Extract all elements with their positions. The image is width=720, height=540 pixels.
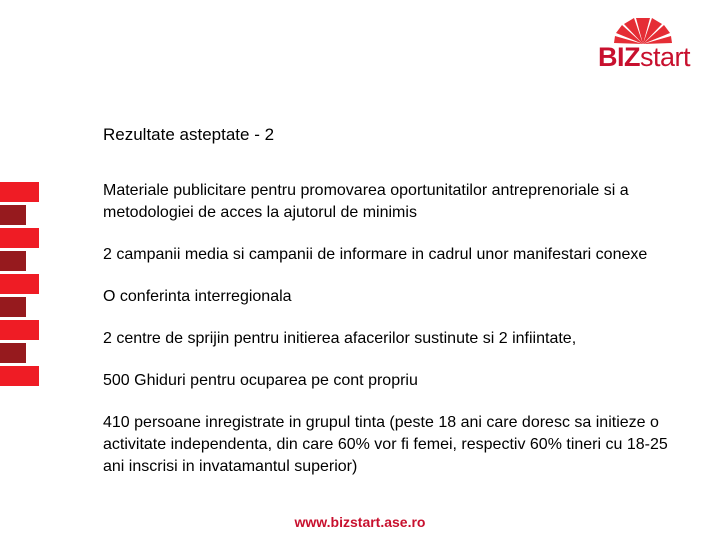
side-bar (0, 274, 39, 294)
list-item: 2 campanii media si campanii de informare in cadrul unor manifestari conexe (103, 246, 648, 263)
side-bar (0, 251, 26, 271)
list-item: Materiale publicitare pentru promovarea oportunitatilor antreprenoriale si a metodologiei de acces la ajutorul de minimis (103, 182, 629, 221)
slide-title: Rezultate asteptate - 2 (103, 125, 275, 144)
side-bar (0, 182, 39, 202)
logo-biz: BIZ (598, 42, 640, 72)
side-bar (0, 366, 39, 386)
list-item: O conferinta interregionala (103, 288, 292, 305)
logo-start: start (640, 42, 691, 72)
side-bar (0, 320, 39, 340)
logo-wordmark (598, 42, 690, 72)
side-bar (0, 228, 39, 248)
list-item: 410 persoane inregistrate in grupul tinta (peste 18 ani care doresc sa initieze o activitate independenta, din care 60% vor fi femei, respectiv 60% tineri cu 18-25 ani inscrisi in invatamantul superior) (103, 414, 668, 475)
footer-url[interactable]: www.bizstart.ase.ro (294, 514, 426, 530)
side-bar (0, 343, 26, 363)
side-bar (0, 205, 26, 225)
side-bar (0, 297, 26, 317)
list-item: 2 centre de sprijin pentru initierea afacerilor sustinute si 2 infiintate, (103, 330, 577, 347)
side-decoration (0, 182, 40, 388)
bizstart-logo (596, 14, 690, 70)
slide-content (103, 180, 683, 498)
list-item: 500 Ghiduri pentru ocuparea pe cont propriu (103, 372, 418, 389)
